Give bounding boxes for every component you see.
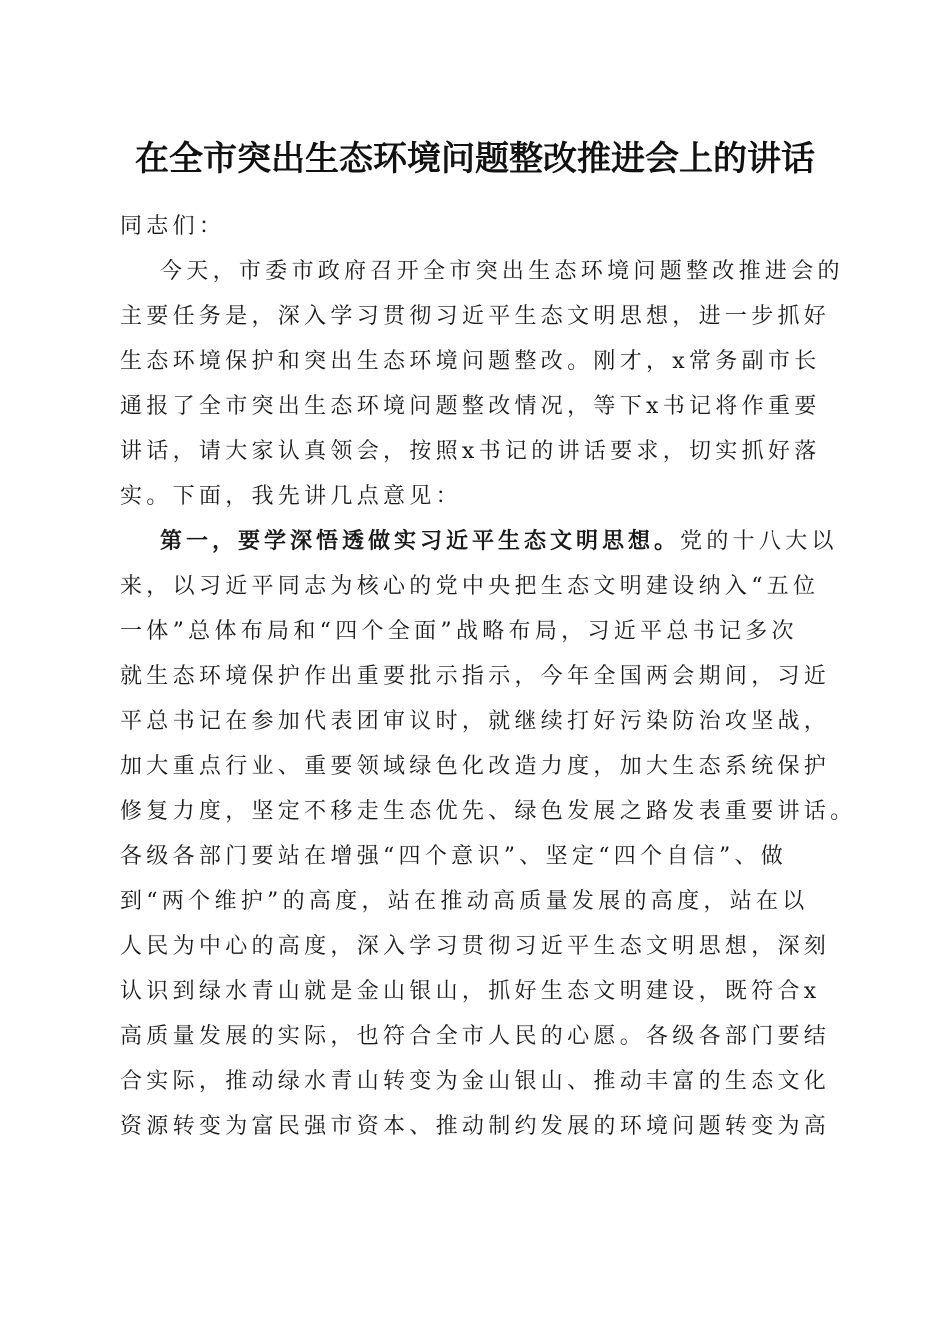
paragraph-line: 一体”总体布局和“四个全面”战略布局，习近平总书记多次 [120, 619, 798, 644]
paragraph-line: 今天，市委市政府召开全市突出生态环境问题整改推进会的 [160, 259, 844, 284]
paragraph-line: 资源转变为富民强市资本、推动制约发展的环境问题转变为高 [120, 1114, 831, 1139]
section-heading: 第一，要学深悟透做实习近平生态文明思想。 [160, 529, 681, 554]
paragraph-line: 修复力度，坚定不移走生态优先、绿色发展之路发表重要讲话。 [120, 799, 857, 824]
paragraph-line: 讲话，请大家认真领会，按照x书记的讲话要求，切实抓好落 [120, 439, 821, 464]
document-body [120, 204, 857, 1149]
paragraph-line: 主要任务是，深入学习贯彻习近平生态文明思想，进一步抓好 [120, 304, 831, 329]
paragraph-line: 来，以习近平同志为核心的党中央把生态文明建设纳入“五位 [120, 574, 820, 599]
salutation: 同志们： [120, 214, 226, 239]
paragraph-line: 就生态环境保护作出重要批示指示，今年全国两会期间，习近 [120, 664, 831, 689]
paragraph-line: 合实际，推动绿水青山转变为金山银山、推动丰富的生态文化 [120, 1069, 831, 1094]
paragraph-line: 加大重点行业、重要领域绿色化改造力度，加大生态系统保护 [120, 754, 831, 779]
section-heading-line [120, 519, 838, 564]
paragraph-line: 到“两个维护”的高度，站在推动高质量发展的高度，站在以 [120, 889, 809, 914]
paragraph-line: 各级各部门要站在增强“四个意识”、坚定“四个自信”、做 [120, 844, 788, 869]
paragraph-line: 高质量发展的实际，也符合全市人民的心愿。各级各部门要结 [120, 1024, 831, 1049]
paragraph-line: 生态环境保护和突出生态环境问题整改。刚才，x常务副市长 [120, 349, 821, 374]
paragraph-line: 认识到绿水青山就是金山银山，抓好生态文明建设，既符合x [120, 979, 821, 1004]
paragraph-line: 人民为中心的高度，深入学习贯彻习近平生态文明思想，深刻 [120, 934, 831, 959]
paragraph-line: 通报了全市突出生态环境问题整改情况，等下x书记将作重要 [120, 394, 821, 419]
paragraph-line: 实。下面，我先讲几点意见： [120, 484, 462, 509]
paragraph-line: 平总书记在参加代表团审议时，就继续打好污染防治攻坚战， [120, 709, 831, 734]
document-title: 在全市突出生态环境问题整改推进会上的讲话 [135, 139, 815, 179]
paragraph-line-rest: 党的十八大以 [680, 529, 838, 554]
